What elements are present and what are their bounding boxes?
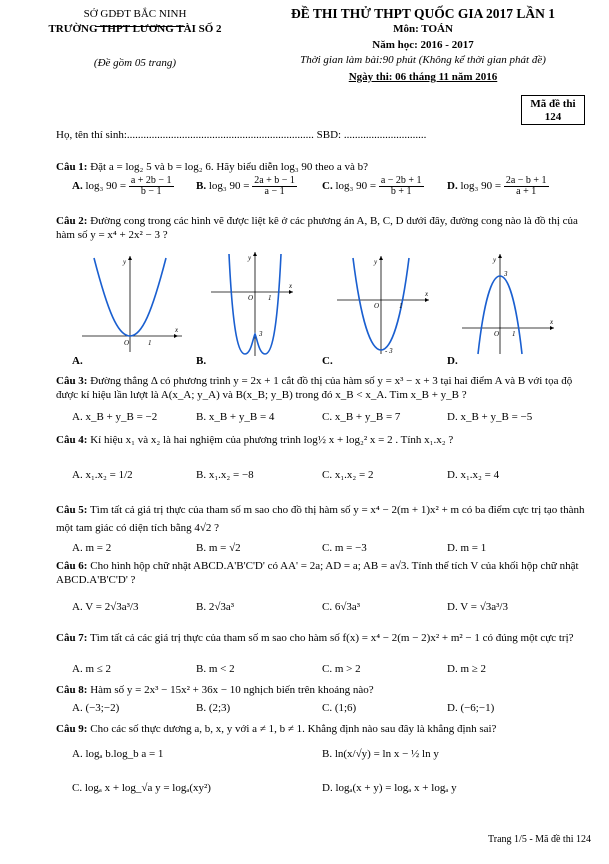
q1-option-a-letter: A. [72,180,83,193]
question-7-text: Tìm tất cả các giá trị thực của tham số m sao cho hàm số f(x) = x⁴ − 2(m − 2)x² + m² − 1 có đúng một cực trị? [90,632,574,644]
exam-code-label: Mã đề thi [530,98,576,110]
q7-option-a[interactable]: A. m ≤ 2 [72,663,112,675]
graph-option-a[interactable] [78,252,186,354]
exam-time: Thời gian làm bài:90 phút (Không kể thời gian phát đề) [300,54,546,66]
question-2 [56,214,586,242]
question-4-text: Kí hiệu x₁ và x₂ là hai nghiệm của phương trình log½ x + log₂² x = 2 . Tính x₁.x₂ ? [90,434,454,446]
page-count-note: (Đề gồm 05 trang) [93,57,177,69]
question-7 [56,631,586,645]
exam-year: Năm học: 2016 - 2017 [372,39,474,51]
q1-option-c-fraction [379,176,424,197]
q1-c-num: a − 2b + 1 [380,175,422,186]
svg-text:O: O [494,330,500,338]
q1-d-den: a + 1 [516,186,537,197]
svg-text:x: x [289,282,293,290]
q1-option-d-lhs: log₃ 90 = [460,180,502,193]
question-7-label: Câu 7: [56,632,88,644]
q1-option-c-lhs: log₃ 90 = [335,180,377,193]
question-2-text: Đường cong trong các hình vẽ được liệt kê ở các phương án A, B, C, D dưới đây, đường cong nào là đồ thị của hàm số y = x⁴ + 2x² − 3 ? [56,215,578,241]
svg-text:y: y [493,256,497,264]
q1-option-a-lhs: log₃ 90 = [85,180,127,193]
svg-text:1: 1 [512,330,516,338]
q5-option-d[interactable]: D. m = 1 [447,542,487,554]
q1-option-d[interactable] [447,176,549,197]
q5-option-a[interactable]: A. m = 2 [72,542,112,554]
q5-option-b[interactable]: B. m = √2 [196,542,241,554]
q3-option-b[interactable]: B. x_B + y_B = 4 [196,411,275,423]
q8-option-a[interactable]: A. (−3;−2) [72,702,120,714]
question-5-text: Tìm tất cả giá trị thực của tham số m sao cho đồ thị hàm số y = x⁴ − 2(m + 1)x² + m có ba điểm cực trị tạo thành một tam giác có diện tích bằng 4√2 ? [56,504,585,534]
question-9-text: Cho các số thực dương a, b, x, y với a ≠ 1, b ≠ 1. Khẳng định nào sau đây là khẳng định sai? [90,723,497,735]
q2-option-c-label: C. [322,355,333,367]
q4-option-a[interactable]: A. x₁.x₂ = 1/2 [72,469,133,481]
q8-option-b[interactable]: B. (2;3) [196,702,231,714]
svg-text:- 3: - 3 [385,347,393,355]
svg-text:x: x [175,326,179,334]
question-6 [56,559,586,587]
q2-option-b-label: B. [196,355,207,367]
question-1-label: Câu 1: [56,161,88,173]
q1-d-num: 2a − b + 1 [505,175,547,186]
question-5 [56,501,586,537]
page-footer: Trang 1/5 - Mã đề thi 124 [488,834,591,845]
exam-title: ĐỀ THI THỬ THPT QUỐC GIA 2017 LẦN 1 [290,6,556,21]
question-9-label: Câu 9: [56,723,88,735]
question-8 [56,683,586,697]
question-5-label: Câu 5: [56,504,88,516]
q1-b-den: a − 1 [264,186,285,197]
graph-option-c[interactable] [333,252,433,356]
q6-option-b[interactable]: B. 2√3a³ [196,601,235,613]
question-6-label: Câu 6: [56,560,88,572]
school-underline [95,26,185,27]
q9-option-d[interactable]: D. logₐ(x + y) = logₐ x + logₐ y [322,782,457,794]
svg-text:y: y [123,258,127,266]
svg-text:x: x [425,290,429,298]
q4-option-c[interactable]: C. x₁.x₂ = 2 [322,469,374,481]
q1-option-a-fraction [129,176,174,197]
exam-date: Ngày thi: 06 tháng 11 năm 2016 [348,71,498,83]
q3-option-d[interactable]: D. x_B + y_B = −5 [447,411,533,423]
graph-option-b[interactable] [207,248,297,358]
question-4 [56,433,586,447]
q1-option-a[interactable] [72,176,174,197]
q1-option-b-letter: B. [196,180,207,193]
exam-subject: Môn: TOÁN [393,23,453,35]
svg-text:y: y [374,258,378,266]
q1-a-num: a + 2b − 1 [130,175,172,186]
question-1 [56,160,586,174]
question-3-text: Đường thẳng Δ có phương trình y = 2x + 1 cắt đồ thị của hàm số y = x³ − x + 3 tại hai điểm A và B với tọa độ được kí hiệu lần lượt là A(x_A; y_A) và B(x_B; y_B) trong đó x_B < x_A. Tìm x_B + y_B ? [56,375,573,401]
q6-option-d[interactable]: D. V = √3a³/3 [447,601,508,613]
svg-text:y: y [248,254,252,262]
question-4-label: Câu 4: [56,434,88,446]
question-3 [56,374,586,402]
department-name: SỞ GDĐT BẮC NINH [83,8,187,20]
question-6-text: Cho hình hộp chữ nhật ABCD.A'B'C'D' có AA' = 2a; AD = a; AB = a√3. Tính thể tích V của khối hộp chữ nhật ABCD.A'B'C'D' ? [56,560,579,586]
q3-option-c[interactable]: C. x_B + y_B = 7 [322,411,401,423]
q6-option-a[interactable]: A. V = 2√3a³/3 [72,601,139,613]
graph-option-d[interactable] [458,250,558,356]
q7-option-d[interactable]: D. m ≥ 2 [447,663,487,675]
student-info-line: Họ, tên thí sinh:.................................................................... SBD: .............................. [56,129,427,141]
question-8-text: Hàm số y = 2x³ − 15x² + 36x − 10 nghịch biến trên khoảng nào? [90,684,374,696]
q5-option-c[interactable]: C. m = −3 [322,542,367,554]
q1-b-num: 2a + b − 1 [254,175,295,186]
school-name: TRƯỜNG THPT LƯƠNG TÀI SỐ 2 [48,23,222,35]
q1-option-d-fraction [504,176,549,197]
exam-code-box [521,95,585,125]
q9-option-c[interactable]: C. logₐ x + log_√a y = logₐ(xy²) [72,782,211,794]
svg-text:O: O [248,294,254,302]
question-1-text: Đặt a = log₂ 5 và b = log₂ 6. Hãy biểu diễn log₃ 90 theo a và b? [90,161,369,173]
svg-text:1: 1 [148,339,152,347]
svg-text:1: 1 [399,302,403,310]
q1-option-b-lhs: log₃ 90 = [208,180,250,193]
question-9 [56,722,586,736]
q1-option-c[interactable] [322,176,424,197]
svg-text:O: O [124,339,130,347]
q9-option-a[interactable]: A. logₐ b.log_b a = 1 [72,748,164,760]
svg-text:x: x [550,318,554,326]
question-3-label: Câu 3: [56,375,88,387]
q8-option-d[interactable]: D. (−6;−1) [447,702,495,714]
q1-option-b-fraction [252,176,297,197]
q7-option-c[interactable]: C. m > 2 [322,663,361,675]
question-8-label: Câu 8: [56,684,88,696]
svg-text:O: O [374,302,380,310]
q7-option-b[interactable]: B. m < 2 [196,663,235,675]
q1-option-d-letter: D. [447,180,458,193]
q4-option-d[interactable]: D. x₁.x₂ = 4 [447,469,500,481]
question-2-label: Câu 2: [56,215,88,227]
q1-option-c-letter: C. [322,180,333,193]
q1-a-den: b − 1 [140,186,162,197]
exam-code: 124 [544,111,562,123]
svg-text:3: 3 [259,330,263,338]
q8-option-c[interactable]: C. (1;6) [322,702,357,714]
svg-text:3: 3 [504,270,508,278]
q1-option-b[interactable] [196,176,297,197]
q6-option-c[interactable]: C. 6√3a³ [322,601,361,613]
q1-c-den: b + 1 [390,186,412,197]
q2-option-d-label: D. [447,355,458,367]
q3-option-a[interactable]: A. x_B + y_B = −2 [72,411,158,423]
q4-option-b[interactable]: B. x₁.x₂ = −8 [196,469,254,481]
q9-option-b[interactable]: B. ln(x/√y) = ln x − ½ ln y [322,748,439,760]
svg-text:1: 1 [268,294,272,302]
q2-option-a-label: A. [72,355,83,367]
